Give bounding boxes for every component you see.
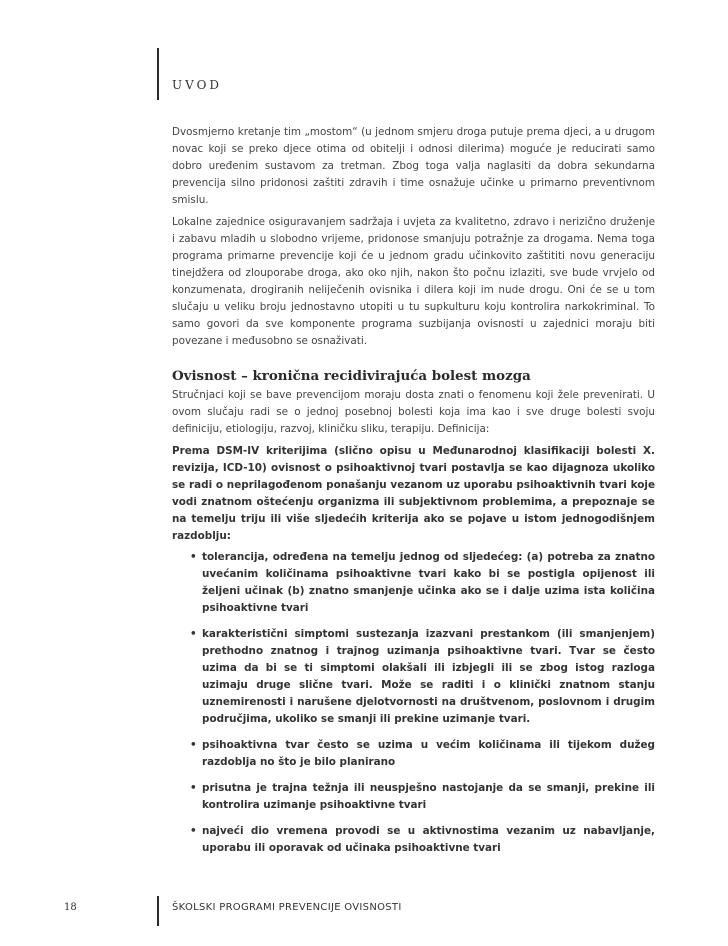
page-content — [172, 78, 655, 866]
section-heading: Ovisnost – kronična recidivirajuća bolest mozga — [172, 368, 531, 384]
criterion-text: karakteristični simptomi sustezanja izazvani prestankom (ili smanjenjem) prethodno znatnog i trajnog uzimanja psihoaktivne tvari. Tvar se često uzima da bi se ti simptomi olakšali ili izbjegli ili se zbog istog razloga uzimaju druge slične tvari. Može se raditi i o klinički znatnom stanju uznemirenosti i narušene djelotvornosti na društvenom, poslovnom i drugim područjima, ukoliko se smanji ili prekine uzimanje tvari. — [202, 628, 655, 725]
intro-paragraph-1: Dvosmjerno kretanje tim „mostom“ (u jednom smjeru droga putuje prema djeci, a u drugom novac koji se preko djece otima od obitelji i odnosi dilerima) moguće je reducirati samo dobro uređenim sustavom za tretman. Zbog toga valja naglasiti da dobra sekundarna prevencija silno pridonosi zaštiti zdravih i time osnažuje učinke u primarno preventivnom smislu. — [172, 126, 655, 206]
bullet-icon: • — [190, 551, 197, 563]
chapter-rule — [157, 48, 159, 100]
bullet-icon: • — [190, 825, 197, 837]
bullet-icon: • — [190, 628, 197, 640]
footer-title: ŠKOLSKI PROGRAMI PREVENCIJE OVISNOSTI — [172, 902, 402, 913]
criterion-text: psihoaktivna tvar često se uzima u većim količinama ili tijekom dužeg razdoblja no što je bilo planirano — [202, 739, 655, 768]
bullet-icon: • — [190, 782, 197, 794]
criterion-text: tolerancija, određena na temelju jednog od sljedećeg: (a) potreba za znatno uvećanim količinama psihoaktivne tvari kako bi se postigla opijenost ili željeni učinak (b) znatno smanjenje učinka ako se i dalje uzima ista količina psihoaktivne tvari — [202, 551, 655, 614]
list-item — [190, 823, 655, 857]
page-number: 18 — [64, 902, 77, 913]
bullet-icon: • — [190, 739, 197, 751]
footer-rule — [157, 896, 159, 926]
criteria-list — [172, 549, 655, 857]
chapter-title: UVOD — [172, 78, 223, 92]
list-item — [190, 780, 655, 814]
list-item — [190, 626, 655, 728]
criterion-text: najveći dio vremena provodi se u aktivnostima vezanim uz nabavljanje, uporabu ili oporavak od učinaka psihoaktivne tvari — [202, 825, 655, 854]
list-item — [190, 549, 655, 617]
criterion-text: prisutna je trajna težnja ili neuspješno nastojanje da se smanji, prekine ili kontrolira uzimanje psihoaktivne tvari — [202, 782, 655, 811]
intro-paragraph-2: Lokalne zajednice osiguravanjem sadržaja i uvjeta za kvalitetno, zdravo i nerizično druženje i zabavu mladih u slobodno vrijeme, pridonose smanjuju potražnje za drogama. Nema toga programa primarne prevencije koji će u jednom gradu učinkovito zaštititi novu generaciju tinejdžera od zlouporabe droga, ako oko njih, nakon što počnu izlaziti, sve bude vrvjelo od konzumenata, drogiranih neliječenih ovisnika i dilera koji im nude drogu. Oni će se u tom slučaju u veliku broju jednostavno utopiti u tu supkulturu koju kontrolira narkokriminal. To samo govori da sve komponente programa suzbijanja ovisnosti u zajednici moraju biti povezane i međusobno se osnaživati. — [172, 216, 655, 347]
section-paragraph: Stručnjaci koji se bave prevencijom moraju dosta znati o fenomenu koji žele prevenirati. U ovom slučaju radi se o jednoj posebnoj bolesti koja ima kao i sve druge bolesti svoju definiciju, etiologiju, razvoj, kliničku sliku, terapiju. Definicija: — [172, 389, 655, 435]
definition-paragraph: Prema DSM-IV kriterijima (slično opisu u Međunarodnoj klasifikaciji bolesti X. revizija, ICD-10) ovisnost o psihoaktivnoj tvari postavlja se kao dijagnoza ukoliko se radi o neprilagođenom ponašanju vezanom uz uporabu psihoaktivnih tvari koje vodi znatnom oštećenju organizma ili subjektivnom problemima, a prepoznaje se na temelju triju ili više sljedećih kriterija ako se pojave u istom jednogodišnjem razdoblju: — [172, 445, 655, 542]
list-item — [190, 737, 655, 771]
